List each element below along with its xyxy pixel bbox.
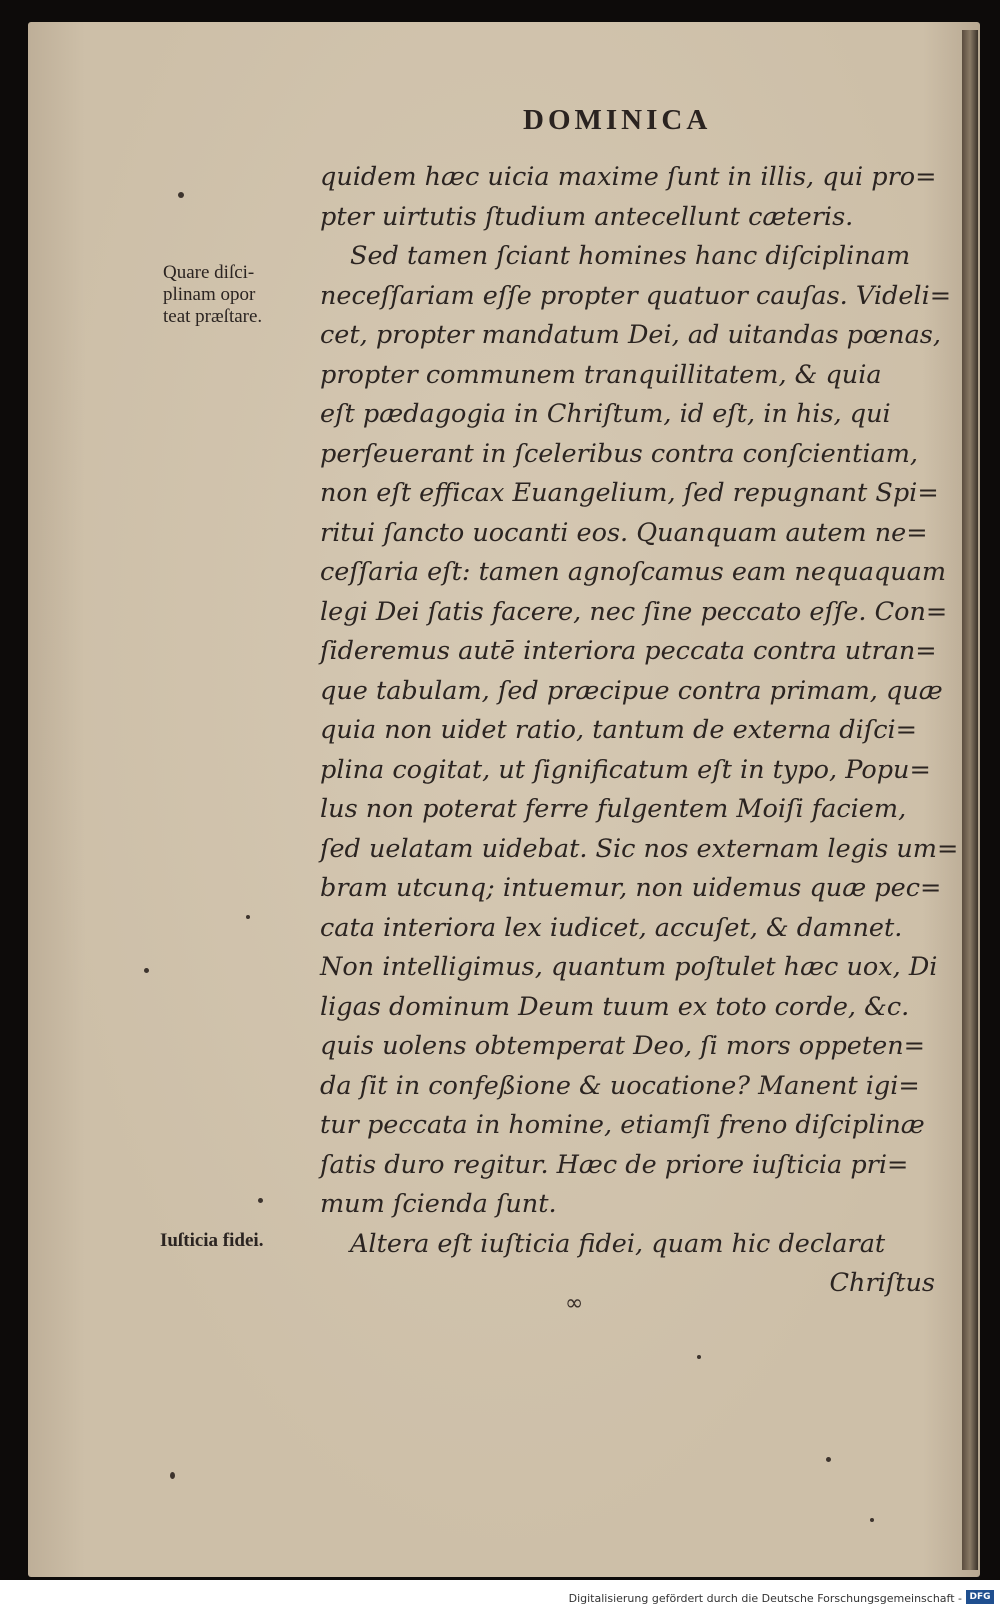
text-line: quidem hæc uicia maxime ſunt in illis, qui pro= <box>320 162 937 192</box>
text-line: legi Dei ſatis facere, nec ſine peccato eſſe. Con= <box>320 596 948 627</box>
text-line: ligas dominum Deum tuum ex toto corde, &c. <box>320 991 910 1022</box>
marginal-note-line: teat præſtare. <box>163 306 263 327</box>
text-line: pter uirtutis ſtudium antecellunt cæteris. <box>320 201 854 232</box>
page-edge <box>962 30 978 1570</box>
text-line: ceſſaria eſt: tamen agnoſcamus eam nequaquam <box>320 557 947 587</box>
catchword: Chriſtus <box>829 1268 935 1298</box>
running-title: DOMINICA <box>523 104 712 136</box>
text-line: ritui ſancto uocanti eos. Quanquam autem ne= <box>320 517 928 548</box>
speck <box>170 1472 175 1479</box>
text-line: non eſt efficax Euangelium, ſed repugnant Spi= <box>320 478 939 508</box>
speck <box>144 968 149 973</box>
text-line: propter communem tranquillitatem, & quia <box>320 359 882 390</box>
speck <box>246 915 250 919</box>
text-line: ſatis duro regitur. Hæc de priore iuſticia pri= <box>320 1149 909 1180</box>
speck <box>258 1198 263 1203</box>
marginal-note-discipline <box>163 262 313 328</box>
marginal-note-line: plinam opor <box>163 284 256 305</box>
text-line: cata interiora lex iudicet, accuſet, & damnet. <box>320 912 903 943</box>
marginal-note-line: Quare diſci- <box>163 262 255 283</box>
speck <box>826 1457 831 1462</box>
text-line: cet, propter mandatum Dei, ad uitandas pœnas, <box>320 320 942 350</box>
text-line: ſed uelatam uidebat. Sic nos externam legis um= <box>320 833 959 864</box>
text-line: Non intelligimus, quantum poſtulet hæc uox, Di <box>320 952 938 982</box>
text-line: quis uolens obtemperat Deo, ſi mors oppeten= <box>320 1031 926 1061</box>
text-line: Altera eſt iuſticia fidei, quam hic declarat <box>350 1228 886 1259</box>
text-line: plina cogitat, ut ſignificatum eſt in typo, Popu= <box>320 754 931 785</box>
dfg-logo: DFG <box>966 1590 994 1604</box>
body-text <box>320 158 959 1304</box>
text-line: da ſit in confeßione & uocatione? Manent igi= <box>320 1070 920 1101</box>
text-line: ſideremus autē interiora peccata contra utran= <box>320 636 937 666</box>
text-line: que tabulam, ſed præcipue contra primam, quæ <box>320 675 943 706</box>
text-line: Sed tamen ſciant homines hanc diſciplinam <box>350 241 911 271</box>
text-line: mum ſcienda ſunt. <box>320 1189 557 1219</box>
text-line: eſt pædagogia in Chriſtum, id eſt, in his, qui <box>320 399 891 429</box>
text-line: perſeuerant in ſceleribus contra conſcientiam, <box>320 438 918 469</box>
text-line: lus non poterat ferre fulgentem Moiſi faciem, <box>320 794 907 824</box>
text-line: quia non uidet ratio, tantum de externa diſci= <box>320 715 918 745</box>
footer-credit: Digitalisierung gefördert durch die Deutsche Forschungsgemeinschaft - <box>568 1592 962 1605</box>
text-line: tur peccata in homine, etiamſi freno diſciplinæ <box>320 1110 925 1140</box>
ornament-icon: ∞ <box>565 1291 584 1316</box>
text-line: bram utcunq; intuemur, non uidemus quæ pec= <box>320 873 942 903</box>
speck <box>697 1355 701 1359</box>
speck <box>178 192 184 198</box>
marginal-note-faith: Iuſticia fidei. <box>160 1230 264 1251</box>
text-line: neceſſariam eſſe propter quatuor cauſas. Videli= <box>320 280 952 311</box>
speck <box>870 1518 874 1522</box>
